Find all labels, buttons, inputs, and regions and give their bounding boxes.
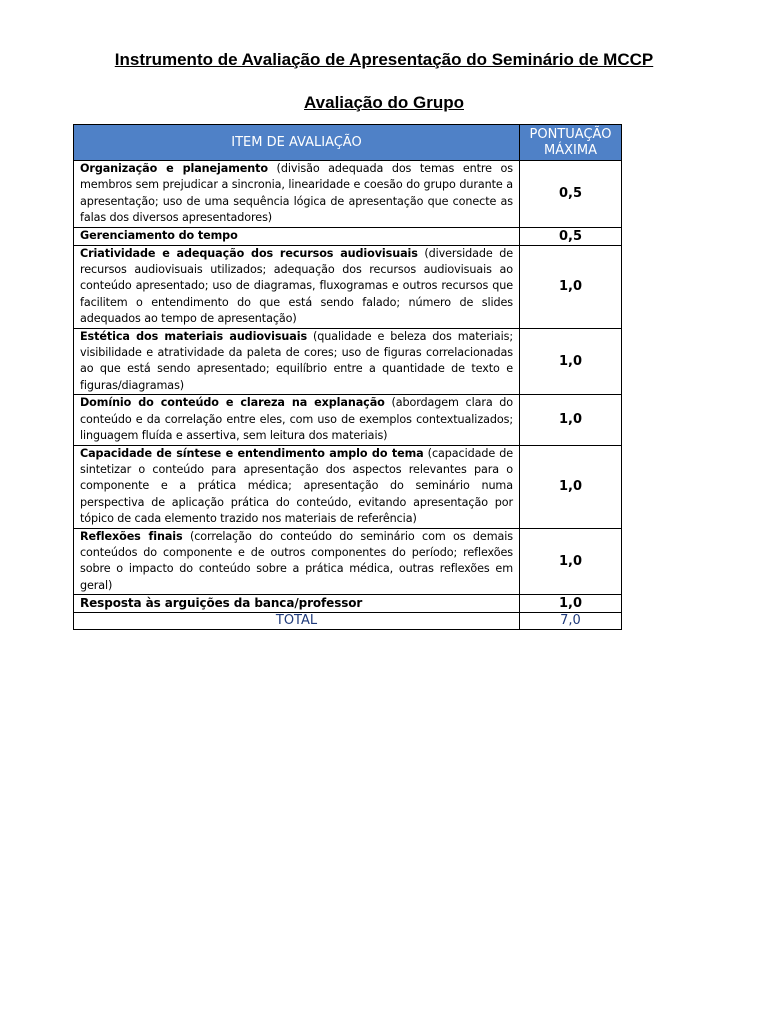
criterion-title: Organização e planejamento [80, 162, 268, 175]
header-score-label: PONTUAÇÃO MÁXIMA [529, 126, 612, 158]
table-row [74, 245, 622, 328]
total-score: 7,0 [520, 613, 622, 630]
criterion-description: (qualidade e beleza dos materiais; visibilidade e atratividade da paleta de cores; uso de figuras correlacionadas ao que está sendo apresentado; equilíbrio entre a quantidade de texto e figuras/diagramas) [80, 329, 514, 392]
table-row [74, 445, 622, 528]
criterion-cell [74, 395, 520, 445]
criterion-title: Criatividade e adequação dos recursos audiovisuais [80, 246, 418, 260]
criterion-cell [74, 445, 520, 528]
criterion-description: (divisão adequada dos temas entre os membros sem prejudicar a sincronia, linearidade e coesão do grupo durante a apresentação; uso de uma sequência lógica de apresentação que conecte as falas dos diversos apresentadores) [80, 162, 513, 225]
max-score: 1,0 [520, 395, 622, 445]
total-label: TOTAL [74, 613, 520, 630]
document-subtitle: Avaliação do Grupo [304, 93, 464, 112]
criterion-title: Gerenciamento do tempo [80, 228, 238, 242]
table-row [74, 528, 622, 595]
criterion-cell [74, 227, 520, 245]
max-score: 0,5 [520, 227, 622, 245]
total-row [74, 613, 622, 630]
header-item: ITEM DE AVALIAÇÃO [74, 125, 520, 161]
table-row [74, 395, 622, 445]
max-score: 1,0 [520, 245, 622, 328]
max-score: 0,5 [520, 161, 622, 228]
criterion-title: Reflexões finais [80, 529, 183, 543]
evaluation-table [73, 124, 622, 630]
table-row [74, 595, 622, 613]
max-score: 1,0 [520, 328, 622, 395]
max-score: 1,0 [520, 445, 622, 528]
header-score [520, 125, 622, 161]
criterion-description: (abordagem clara do conteúdo e da correlação entre eles, com uso de exemplos contextualizados; linguagem fluída e assertiva, sem leitura dos materiais) [80, 396, 514, 443]
criterion-cell [74, 595, 520, 613]
criterion-description: (capacidade de sintetizar o conteúdo para apresentação dos aspectos relevantes para o componente e a prática médica; apresentação do seminário numa perspectiva de aplicação prática do conteúdo, evitando apresentação por tópico de cada elemento trazido nos materiais de referência) [80, 446, 513, 526]
table-row [74, 328, 622, 395]
table-header-row [74, 125, 622, 161]
criterion-cell [74, 245, 520, 328]
criterion-cell [74, 161, 520, 228]
criterion-description: (diversidade de recursos audiovisuais utilizados; adequação dos recursos audiovisuais ao conteúdo apresentado; uso de diagramas, fluxogramas e outros recursos que facilitem o entendimento do que está sendo falado; número de slides adequados ao tempo de apresentação) [80, 246, 513, 326]
criterion-title: Resposta às arguições da banca/professor [80, 596, 363, 611]
table-row [74, 227, 622, 245]
criterion-title: Estética dos materiais audiovisuais [80, 329, 308, 343]
criterion-cell [74, 328, 520, 395]
max-score: 1,0 [520, 528, 622, 595]
max-score: 1,0 [520, 595, 622, 613]
criterion-title: Capacidade de síntese e entendimento amplo do tema [80, 446, 424, 460]
criterion-title: Domínio do conteúdo e clareza na explanação [80, 396, 385, 410]
criterion-cell [74, 528, 520, 595]
criterion-description: (correlação do conteúdo do seminário com os demais conteúdos do componente e de outros componentes do período; reflexões sobre o impacto do conteúdo sobre a prática médica, outras reflexões em geral) [80, 529, 513, 592]
table-row [74, 161, 622, 228]
document-title: Instrumento de Avaliação de Apresentação do Seminário de MCCP [114, 50, 654, 69]
